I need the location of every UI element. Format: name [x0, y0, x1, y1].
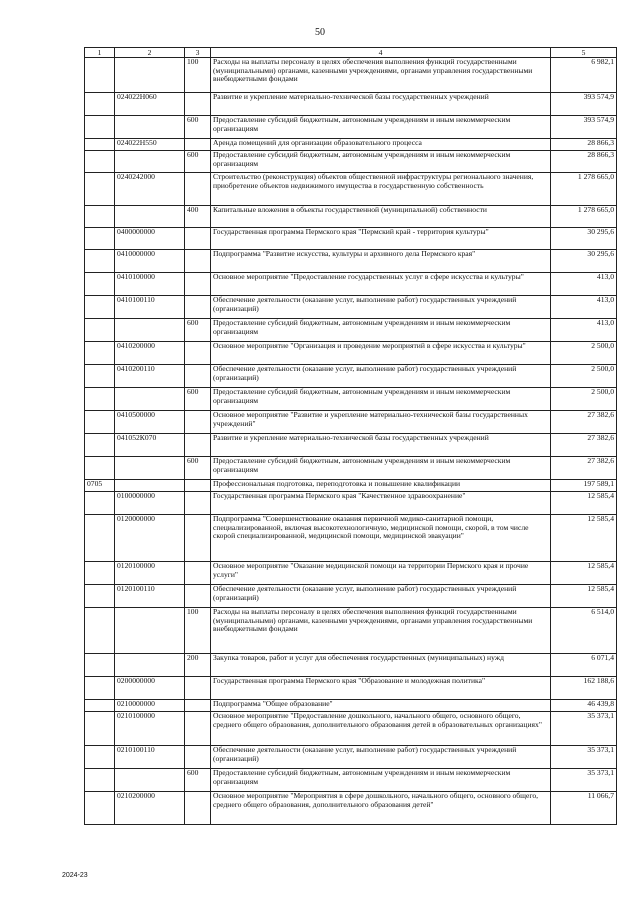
- expense-type-cell: [185, 700, 211, 712]
- expense-type-cell: [185, 585, 211, 608]
- table-row: [85, 746, 617, 769]
- amount-cell: 393 574,9: [551, 116, 617, 139]
- section-code-cell: [85, 515, 115, 562]
- target-article-cell: 0410100000: [115, 273, 185, 296]
- expense-type-cell: [185, 411, 211, 434]
- header-col-3: 3: [185, 48, 211, 58]
- table-row: [85, 562, 617, 585]
- section-code-cell: [85, 492, 115, 515]
- amount-cell: 28 866,3: [551, 139, 617, 151]
- section-code-cell: [85, 319, 115, 342]
- description-cell: Обеспечение деятельности (оказание услуг, выполнение работ) государственных учреждений (организаций): [211, 746, 551, 769]
- expense-type-cell: [185, 250, 211, 273]
- amount-cell: 12 585,4: [551, 562, 617, 585]
- expense-type-cell: [185, 93, 211, 116]
- description-cell: Развитие и укрепление материально-технической базы государственных учреждений: [211, 93, 551, 116]
- table-row: [85, 700, 617, 712]
- table-row: [85, 457, 617, 480]
- expense-type-cell: 600: [185, 116, 211, 139]
- table-row: [85, 250, 617, 273]
- section-code-cell: [85, 388, 115, 411]
- target-article-cell: 0120000000: [115, 515, 185, 562]
- expense-type-cell: 600: [185, 319, 211, 342]
- table-row: [85, 654, 617, 677]
- target-article-cell: 0400000000: [115, 228, 185, 250]
- expense-type-cell: [185, 173, 211, 206]
- description-cell: Профессиональная подготовка, переподготовка и повышение квалификации: [211, 480, 551, 492]
- description-cell: Предоставление субсидий бюджетным, автономным учреждениям и иным некоммерческим организациям: [211, 116, 551, 139]
- target-article-cell: 0210200000: [115, 792, 185, 825]
- section-code-cell: [85, 411, 115, 434]
- target-article-cell: 024022Н060: [115, 93, 185, 116]
- target-article-cell: 041052К070: [115, 434, 185, 457]
- target-article-cell: [115, 319, 185, 342]
- description-cell: Обеспечение деятельности (оказание услуг, выполнение работ) государственных учреждений (организаций): [211, 365, 551, 388]
- description-cell: Государственная программа Пермского края "Образование и молодежная политика": [211, 677, 551, 700]
- section-code-cell: [85, 792, 115, 825]
- amount-cell: 27 382,6: [551, 411, 617, 434]
- section-code-cell: [85, 434, 115, 457]
- target-article-cell: 0120100000: [115, 562, 185, 585]
- amount-cell: 413,0: [551, 319, 617, 342]
- table-row: [85, 139, 617, 151]
- target-article-cell: 024022Н550: [115, 139, 185, 151]
- description-cell: Основное мероприятие "Предоставление дошкольного, начального общего, основного общего, среднего общего образования, дополнительного образования детей в образовательных организациях": [211, 712, 551, 746]
- expense-type-cell: [185, 792, 211, 825]
- target-article-cell: [115, 480, 185, 492]
- table-row: [85, 712, 617, 746]
- description-cell: Предоставление субсидий бюджетным, автономным учреждениям и иным некоммерческим организациям: [211, 457, 551, 480]
- amount-cell: 2 500,0: [551, 365, 617, 388]
- section-code-cell: [85, 654, 115, 677]
- description-cell: Основное мероприятие "Мероприятия в сфере дошкольного, начального общего, основного общего, среднего общего образования, дополнительного образования детей": [211, 792, 551, 825]
- table-row: [85, 492, 617, 515]
- table-row: [85, 792, 617, 825]
- expense-type-cell: [185, 228, 211, 250]
- amount-cell: 35 373,1: [551, 712, 617, 746]
- section-code-cell: [85, 365, 115, 388]
- section-code-cell: [85, 608, 115, 654]
- description-cell: Обеспечение деятельности (оказание услуг, выполнение работ) государственных учреждений (организаций): [211, 585, 551, 608]
- footer-code: 2024-23: [62, 872, 88, 879]
- target-article-cell: [115, 769, 185, 792]
- amount-cell: 35 373,1: [551, 746, 617, 769]
- amount-cell: 35 373,1: [551, 769, 617, 792]
- expense-type-cell: 600: [185, 457, 211, 480]
- expense-type-cell: 100: [185, 608, 211, 654]
- table-row: [85, 480, 617, 492]
- target-article-cell: 0410100110: [115, 296, 185, 319]
- description-cell: Государственная программа Пермского края "Качественное здравоохранение": [211, 492, 551, 515]
- section-code-cell: [85, 585, 115, 608]
- expense-type-cell: [185, 746, 211, 769]
- expense-type-cell: [185, 480, 211, 492]
- table-row: [85, 173, 617, 206]
- table-row: [85, 342, 617, 365]
- description-cell: Подпрограмма "Развитие искусства, культуры и архивного дела Пермского края": [211, 250, 551, 273]
- description-cell: Подпрограмма "Общее образование": [211, 700, 551, 712]
- expense-type-cell: [185, 677, 211, 700]
- budget-table: [84, 47, 617, 825]
- table-row: [85, 319, 617, 342]
- description-cell: Основное мероприятие "Предоставление государственных услуг в сфере искусства и культуры": [211, 273, 551, 296]
- amount-cell: 30 295,6: [551, 250, 617, 273]
- amount-cell: 12 585,4: [551, 492, 617, 515]
- description-cell: Аренда помещений для организации образовательного процесса: [211, 139, 551, 151]
- target-article-cell: [115, 608, 185, 654]
- target-article-cell: 0410200110: [115, 365, 185, 388]
- table-row: [85, 388, 617, 411]
- description-cell: Обеспечение деятельности (оказание услуг, выполнение работ) государственных учреждений (организаций): [211, 296, 551, 319]
- description-cell: Основное мероприятие "Развитие и укрепление материально-технической базы государственных учреждений": [211, 411, 551, 434]
- header-col-2: 2: [115, 48, 185, 58]
- expense-type-cell: 600: [185, 388, 211, 411]
- amount-cell: 6 982,1: [551, 58, 617, 93]
- target-article-cell: [115, 654, 185, 677]
- target-article-cell: 0210100000: [115, 712, 185, 746]
- amount-cell: 1 278 665,0: [551, 206, 617, 228]
- table-row: [85, 677, 617, 700]
- table-row: [85, 296, 617, 319]
- table-header-row: [85, 48, 617, 58]
- section-code-cell: [85, 677, 115, 700]
- table-row: [85, 434, 617, 457]
- section-code-cell: [85, 206, 115, 228]
- section-code-cell: [85, 250, 115, 273]
- description-cell: Предоставление субсидий бюджетным, автономным учреждениям и иным некоммерческим организациям: [211, 151, 551, 173]
- section-code-cell: 0705: [85, 480, 115, 492]
- description-cell: Основное мероприятие "Организация и проведение мероприятий в сфере искусства и культуры": [211, 342, 551, 365]
- amount-cell: 12 585,4: [551, 585, 617, 608]
- amount-cell: 413,0: [551, 273, 617, 296]
- target-article-cell: [115, 206, 185, 228]
- table-row: [85, 769, 617, 792]
- amount-cell: 28 866,3: [551, 151, 617, 173]
- expense-type-cell: [185, 515, 211, 562]
- expense-type-cell: [185, 342, 211, 365]
- section-code-cell: [85, 173, 115, 206]
- page-number: 50: [315, 27, 325, 38]
- description-cell: Основное мероприятие "Оказание медицинской помощи на территории Пермского края и прочие услуги": [211, 562, 551, 585]
- section-code-cell: [85, 228, 115, 250]
- amount-cell: 2 500,0: [551, 388, 617, 411]
- table-row: [85, 93, 617, 116]
- section-code-cell: [85, 296, 115, 319]
- amount-cell: 27 382,6: [551, 434, 617, 457]
- description-cell: Предоставление субсидий бюджетным, автономным учреждениям и иным некоммерческим организациям: [211, 319, 551, 342]
- table-row: [85, 228, 617, 250]
- expense-type-cell: [185, 139, 211, 151]
- expense-type-cell: [185, 712, 211, 746]
- section-code-cell: [85, 273, 115, 296]
- expense-type-cell: [185, 434, 211, 457]
- target-article-cell: 0200000000: [115, 677, 185, 700]
- target-article-cell: [115, 58, 185, 93]
- section-code-cell: [85, 58, 115, 93]
- target-article-cell: [115, 116, 185, 139]
- amount-cell: 2 500,0: [551, 342, 617, 365]
- amount-cell: 30 295,6: [551, 228, 617, 250]
- table-row: [85, 365, 617, 388]
- header-col-1: 1: [85, 48, 115, 58]
- target-article-cell: 0210100110: [115, 746, 185, 769]
- target-article-cell: 0410000000: [115, 250, 185, 273]
- amount-cell: 27 382,6: [551, 457, 617, 480]
- expense-type-cell: 600: [185, 769, 211, 792]
- table-row: [85, 585, 617, 608]
- amount-cell: 1 278 665,0: [551, 173, 617, 206]
- amount-cell: 6 071,4: [551, 654, 617, 677]
- section-code-cell: [85, 457, 115, 480]
- table-row: [85, 608, 617, 654]
- target-article-cell: 0210000000: [115, 700, 185, 712]
- expense-type-cell: [185, 273, 211, 296]
- header-col-5: 5: [551, 48, 617, 58]
- table-row: [85, 515, 617, 562]
- target-article-cell: 0120100110: [115, 585, 185, 608]
- section-code-cell: [85, 700, 115, 712]
- header-col-4: 4: [211, 48, 551, 58]
- target-article-cell: 0240242000: [115, 173, 185, 206]
- table-row: [85, 273, 617, 296]
- section-code-cell: [85, 712, 115, 746]
- description-cell: Расходы на выплаты персоналу в целях обеспечения выполнения функций государственными (муниципальными) органами, казенными учреждениями, органами управления государственными внебюджетными фондами: [211, 608, 551, 654]
- section-code-cell: [85, 342, 115, 365]
- section-code-cell: [85, 562, 115, 585]
- table-row: [85, 206, 617, 228]
- expense-type-cell: [185, 365, 211, 388]
- expense-type-cell: [185, 296, 211, 319]
- section-code-cell: [85, 769, 115, 792]
- target-article-cell: [115, 388, 185, 411]
- target-article-cell: [115, 457, 185, 480]
- description-cell: Расходы на выплаты персоналу в целях обеспечения выполнения функций государственными (муниципальными) органами, казенными учреждениями, органами управления государственными внебюджетными фондами: [211, 58, 551, 93]
- expense-type-cell: 400: [185, 206, 211, 228]
- expense-type-cell: [185, 492, 211, 515]
- section-code-cell: [85, 116, 115, 139]
- expense-type-cell: 600: [185, 151, 211, 173]
- amount-cell: 197 589,1: [551, 480, 617, 492]
- amount-cell: 11 066,7: [551, 792, 617, 825]
- expense-type-cell: [185, 562, 211, 585]
- description-cell: Предоставление субсидий бюджетным, автономным учреждениям и иным некоммерческим организациям: [211, 769, 551, 792]
- amount-cell: 393 574,9: [551, 93, 617, 116]
- table-row: [85, 411, 617, 434]
- description-cell: Государственная программа Пермского края "Пермский край - территория культуры": [211, 228, 551, 250]
- expense-type-cell: 200: [185, 654, 211, 677]
- target-article-cell: 0410500000: [115, 411, 185, 434]
- description-cell: Развитие и укрепление материально-технической базы государственных учреждений: [211, 434, 551, 457]
- description-cell: Капитальные вложения в объекты государственной (муниципальной) собственности: [211, 206, 551, 228]
- table-row: [85, 116, 617, 139]
- description-cell: Строительство (реконструкция) объектов общественной инфраструктуры регионального значения, приобретение объектов недвижимого имущества в государственную собственность: [211, 173, 551, 206]
- target-article-cell: 0100000000: [115, 492, 185, 515]
- table-row: [85, 58, 617, 93]
- description-cell: Закупка товаров, работ и услуг для обеспечения государственных (муниципальных) нужд: [211, 654, 551, 677]
- table-row: [85, 151, 617, 173]
- section-code-cell: [85, 93, 115, 116]
- section-code-cell: [85, 746, 115, 769]
- target-article-cell: 0410200000: [115, 342, 185, 365]
- amount-cell: 46 439,8: [551, 700, 617, 712]
- section-code-cell: [85, 151, 115, 173]
- amount-cell: 6 514,0: [551, 608, 617, 654]
- target-article-cell: [115, 151, 185, 173]
- description-cell: Подпрограмма "Совершенствование оказания первичной медико-санитарной помощи, специализированной, включая высокотехнологичную, медицинской помощи, скорой, в том числе скорой специализированной, медицинской помощи, медицинской эвакуации": [211, 515, 551, 562]
- amount-cell: 413,0: [551, 296, 617, 319]
- description-cell: Предоставление субсидий бюджетным, автономным учреждениям и иным некоммерческим организациям: [211, 388, 551, 411]
- amount-cell: 162 188,6: [551, 677, 617, 700]
- section-code-cell: [85, 139, 115, 151]
- amount-cell: 12 585,4: [551, 515, 617, 562]
- expense-type-cell: 100: [185, 58, 211, 93]
